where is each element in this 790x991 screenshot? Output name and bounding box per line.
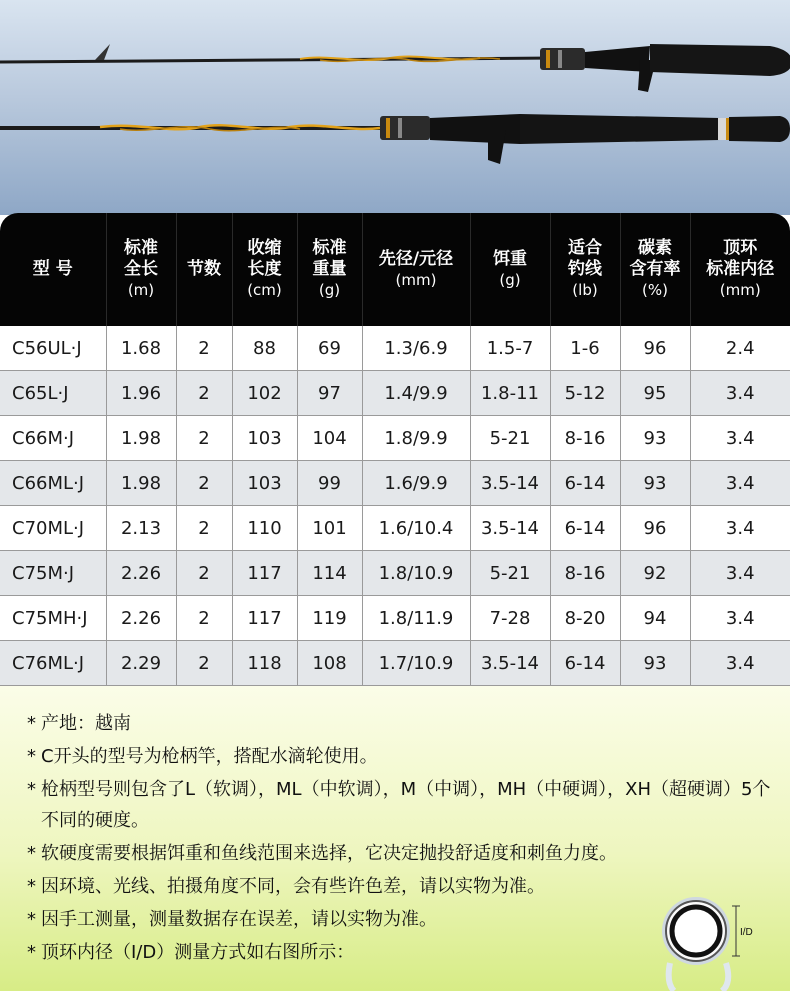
spec-cell: 6-14 <box>550 461 620 506</box>
spec-cell: 3.5-14 <box>470 641 550 686</box>
spec-cell: 1.98 <box>106 416 176 461</box>
spec-cell: 3.4 <box>690 506 790 551</box>
spec-cell: 2 <box>176 416 232 461</box>
bullet-star: * <box>27 779 36 800</box>
spec-cell: 2 <box>176 641 232 686</box>
column-unit: (m) <box>127 281 155 299</box>
column-label: 适合 <box>568 238 602 258</box>
spec-cell: 1.8/9.9 <box>362 416 470 461</box>
spec-cell: 94 <box>620 596 690 641</box>
spec-cell: 5-21 <box>470 551 550 596</box>
column-label: 节数 <box>187 259 221 279</box>
note-item <box>27 741 777 772</box>
spec-cell: 3.5-14 <box>470 506 550 551</box>
column-unit: (lb) <box>572 281 598 299</box>
spec-cell: 93 <box>620 416 690 461</box>
table-row <box>0 551 790 596</box>
spec-cell: 1.6/10.4 <box>362 506 470 551</box>
note-item <box>27 838 777 869</box>
note-text: 产地：越南 <box>41 713 131 734</box>
spec-cell: 2 <box>176 596 232 641</box>
spec-cell: 99 <box>297 461 362 506</box>
model-cell: C65L·J <box>0 371 106 416</box>
spec-cell: 1-6 <box>550 326 620 371</box>
column-label: 先径/元径 <box>378 248 454 269</box>
header-row <box>0 213 790 326</box>
spec-cell: 103 <box>232 416 297 461</box>
model-cell: C66M·J <box>0 416 106 461</box>
column-label: 全长 <box>124 259 158 279</box>
spec-cell: 118 <box>232 641 297 686</box>
spec-cell: 3.4 <box>690 371 790 416</box>
spec-cell: 2.13 <box>106 506 176 551</box>
spec-cell: 2.29 <box>106 641 176 686</box>
column-label: 标准 <box>124 238 158 258</box>
note-item <box>27 708 777 739</box>
model-cell: C56UL·J <box>0 326 106 371</box>
spec-cell: 6-14 <box>550 641 620 686</box>
column-label: 标准内径 <box>706 259 775 279</box>
column-unit: (%) <box>642 281 668 299</box>
model-cell: C70ML·J <box>0 506 106 551</box>
diagram-id-label: I/D <box>740 927 753 938</box>
spec-cell: 69 <box>297 326 362 371</box>
spec-cell: 92 <box>620 551 690 596</box>
column-label: 收缩 <box>247 238 282 258</box>
column-header <box>232 213 297 326</box>
spec-cell: 101 <box>297 506 362 551</box>
note-text: C开头的型号为枪柄竿，搭配水滴轮使用。 <box>41 746 378 767</box>
column-label: 饵重 <box>493 248 527 269</box>
spec-cell: 3.4 <box>690 596 790 641</box>
spec-cell: 8-20 <box>550 596 620 641</box>
column-header <box>620 213 690 326</box>
model-cell: C75M·J <box>0 551 106 596</box>
bullet-star: * <box>27 876 36 897</box>
spec-cell: 88 <box>232 326 297 371</box>
spec-cell: 1.8/11.9 <box>362 596 470 641</box>
column-header <box>470 213 550 326</box>
spec-cell: 119 <box>297 596 362 641</box>
spec-cell: 96 <box>620 326 690 371</box>
spec-cell: 114 <box>297 551 362 596</box>
column-header <box>0 213 106 326</box>
spec-cell: 110 <box>232 506 297 551</box>
spec-cell: 1.5-7 <box>470 326 550 371</box>
spec-cell: 5-12 <box>550 371 620 416</box>
spec-cell: 1.98 <box>106 461 176 506</box>
spec-cell: 2 <box>176 506 232 551</box>
table-row <box>0 596 790 641</box>
note-text: 因手工测量，测量数据存在误差，请以实物为准。 <box>41 909 437 930</box>
note-text: 顶环内径（I/D）测量方式如右图所示： <box>41 942 355 963</box>
column-header <box>690 213 790 326</box>
spec-cell: 3.5-14 <box>470 461 550 506</box>
spec-cell: 5-21 <box>470 416 550 461</box>
note-text: 枪柄型号则包含了L（软调），ML（中软调），M（中调），MH（中硬调），XH（超硬调）5个不同的硬度。 <box>41 779 771 831</box>
column-header <box>106 213 176 326</box>
column-unit: (g) <box>499 270 521 289</box>
spec-table-container <box>0 213 790 686</box>
column-label: 重量 <box>312 259 347 279</box>
spec-cell: 117 <box>232 596 297 641</box>
column-header <box>550 213 620 326</box>
spec-cell: 1.6/9.9 <box>362 461 470 506</box>
column-label: 长度 <box>247 259 282 279</box>
bullet-star: * <box>27 843 36 864</box>
spec-cell: 3.4 <box>690 461 790 506</box>
bullet-star: * <box>27 942 36 963</box>
column-header <box>362 213 470 326</box>
column-unit: (mm) <box>395 270 437 289</box>
note-text: 软硬度需要根据饵重和鱼线范围来选择，它决定抛投舒适度和刺鱼力度。 <box>41 843 617 864</box>
model-cell: C75MH·J <box>0 596 106 641</box>
table-row <box>0 461 790 506</box>
spec-cell: 2 <box>176 371 232 416</box>
guide-ring-diagram <box>656 893 766 991</box>
model-cell: C76ML·J <box>0 641 106 686</box>
spec-cell: 2.26 <box>106 596 176 641</box>
spec-cell: 97 <box>297 371 362 416</box>
spec-cell: 3.4 <box>690 551 790 596</box>
spec-cell: 2.4 <box>690 326 790 371</box>
spec-cell: 1.68 <box>106 326 176 371</box>
rods-illustration <box>0 0 790 215</box>
spec-cell: 6-14 <box>550 506 620 551</box>
spec-cell: 108 <box>297 641 362 686</box>
column-label: 型 号 <box>32 259 73 279</box>
spec-cell: 8-16 <box>550 551 620 596</box>
column-unit: (cm) <box>247 281 282 299</box>
column-label: 碳素 <box>638 238 672 258</box>
spec-cell: 7-28 <box>470 596 550 641</box>
spec-cell: 103 <box>232 461 297 506</box>
spec-cell: 96 <box>620 506 690 551</box>
spec-cell: 2 <box>176 551 232 596</box>
column-label: 钓线 <box>568 259 602 279</box>
spec-cell: 1.3/6.9 <box>362 326 470 371</box>
table-row <box>0 416 790 461</box>
rod-product-image <box>0 0 790 215</box>
column-header <box>297 213 362 326</box>
spec-cell: 104 <box>297 416 362 461</box>
spec-cell: 102 <box>232 371 297 416</box>
column-unit: (g) <box>318 281 341 299</box>
spec-cell: 95 <box>620 371 690 416</box>
column-label: 顶环 <box>723 238 758 258</box>
spec-cell: 3.4 <box>690 416 790 461</box>
column-unit: (mm) <box>719 281 761 299</box>
spec-cell: 2 <box>176 461 232 506</box>
spec-cell: 3.4 <box>690 641 790 686</box>
spec-cell: 1.4/9.9 <box>362 371 470 416</box>
table-row <box>0 641 790 686</box>
spec-cell: 93 <box>620 461 690 506</box>
table-row <box>0 326 790 371</box>
column-label: 标准 <box>312 238 347 258</box>
table-row <box>0 371 790 416</box>
spec-cell: 8-16 <box>550 416 620 461</box>
spec-cell: 117 <box>232 551 297 596</box>
spec-cell: 93 <box>620 641 690 686</box>
spec-cell: 1.8-11 <box>470 371 550 416</box>
table-row <box>0 506 790 551</box>
bullet-star: * <box>27 909 36 930</box>
spec-cell: 1.7/10.9 <box>362 641 470 686</box>
spec-cell: 2 <box>176 326 232 371</box>
spec-table <box>0 213 790 686</box>
bullet-star: * <box>27 746 36 767</box>
column-label: 含有率 <box>629 259 681 279</box>
bullet-star: * <box>27 713 36 734</box>
table-body <box>0 326 790 686</box>
spec-cell: 1.8/10.9 <box>362 551 470 596</box>
note-text: 因环境、光线、拍摄角度不同，会有些许色差，请以实物为准。 <box>41 876 545 897</box>
note-item <box>27 774 777 836</box>
model-cell: C66ML·J <box>0 461 106 506</box>
column-header <box>176 213 232 326</box>
spec-cell: 2.26 <box>106 551 176 596</box>
spec-cell: 1.96 <box>106 371 176 416</box>
